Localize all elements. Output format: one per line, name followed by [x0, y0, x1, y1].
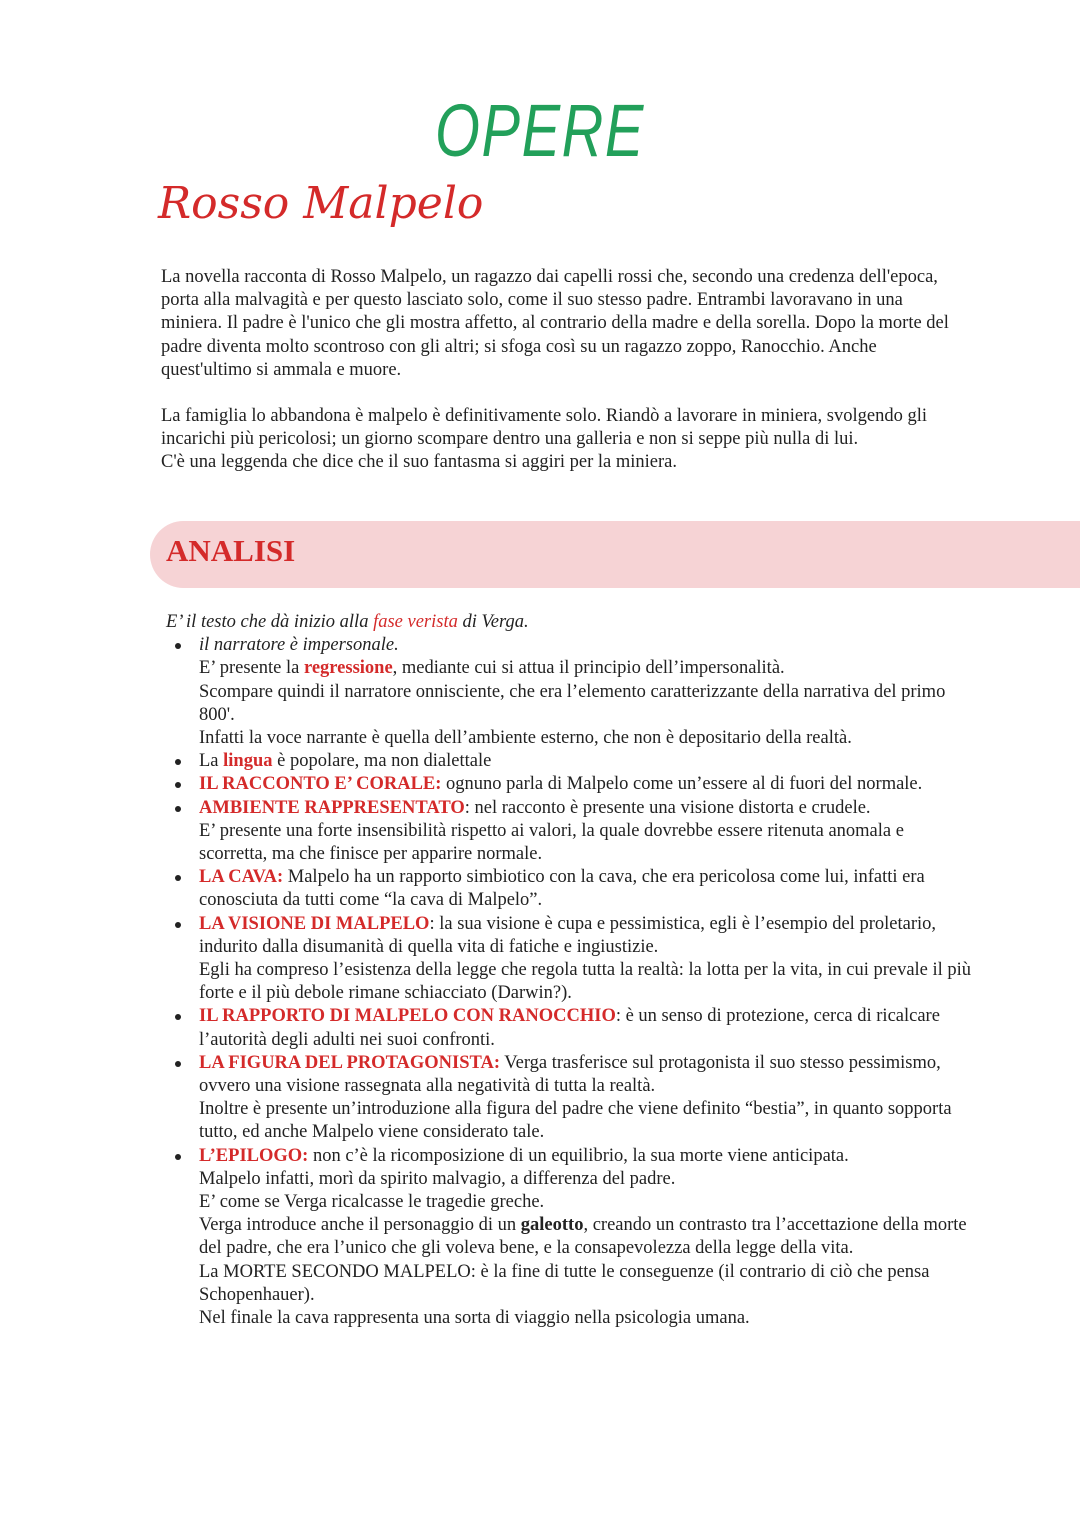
- item-line: E’ presente una forte insensibilità rispetto ai valori, la quale dovrebbe essere ritenuta anomala e scorretta, ma che finisce per apparire normale.: [199, 820, 904, 865]
- item-label: LA VISIONE DI MALPELO: [199, 913, 430, 934]
- item-line: La MORTE SECONDO MALPELO: è la fine di tutte le conseguenze (il contrario di ciò che pensa Schopenhauer).: [199, 1261, 930, 1305]
- item-line: [199, 913, 976, 959]
- page-title: OPERE: [435, 89, 645, 172]
- intro-line: La famiglia lo abbandona è malpelo è definitivamente solo. Riandò a lavorare in miniera, svolgendo gli incarichi più pericolosi; un giorno scompare dentro una galleria e non si seppe più nulla di lui.: [161, 406, 927, 450]
- intro-paragraph: [161, 405, 961, 475]
- item-label: IL RAPPORTO DI MALPELO CON RANOCCHIO: [199, 1006, 616, 1027]
- item-text: ognuno parla di Malpelo come un’essere al di fuori del normale.: [441, 774, 923, 795]
- item-line: [199, 1145, 976, 1168]
- item-label: L’EPILOGO:: [199, 1145, 309, 1166]
- item-line: E’ come se Verga ricalcasse le tragedie greche.: [199, 1192, 545, 1213]
- list-item: [199, 773, 976, 796]
- item-title: il narratore è impersonale.: [199, 635, 399, 656]
- item-text: : è un senso di protezione, cerca di ricalcare l’autorità degli adulti nei suoi confronti.: [199, 1006, 940, 1050]
- item-text: Malpelo ha un rapporto simbiotico con la cava, che era pericolosa come lui, infatti era conosciuta da tutti come “la cava di Malpelo”.: [199, 867, 925, 911]
- item-line: Nel finale la cava rappresenta una sorta di viaggio nella psicologia umana.: [199, 1308, 750, 1329]
- analysis-section: [166, 611, 976, 1330]
- item-text: è popolare, ma non dialettale: [272, 751, 492, 772]
- item-line: [199, 797, 976, 820]
- work-title: Rosso Malpelo: [158, 178, 484, 229]
- intro-paragraph: La novella racconta di Rosso Malpelo, un ragazzo dai capelli rossi che, secondo una credenza dell'epoca, porta alla malvagità e per questo lasciato solo, come il suo stesso padre. Entrambi lavoravano in una miniera. Il padre è l'unico che gli mostra affetto, al contrario della madre e della sorella. Dopo la morte del padre diventa molto scontroso con gli altri; si sfoga così su un ragazzo zoppo, Ranocchio. Anche quest'ultimo si ammala e muore.: [161, 267, 949, 380]
- item-label: LA FIGURA DEL PROTAGONISTA:: [199, 1052, 501, 1073]
- item-text: Verga trasferisce sul protagonista il suo stesso pessimismo, ovvero una visione rassegnata alla negatività di tutta la realtà.: [199, 1052, 941, 1097]
- item-text: Verga introduce anche il personaggio di un: [199, 1215, 521, 1236]
- item-text: non c’è la ricomposizione di un equilibrio, la sua morte viene anticipata.: [308, 1145, 849, 1166]
- item-line: [199, 657, 976, 680]
- lead-text: di Verga.: [457, 612, 529, 632]
- intro-section: [161, 266, 961, 498]
- item-text: E’ presente la: [199, 658, 304, 679]
- item-highlight: lingua: [223, 751, 273, 772]
- item-text: La: [199, 751, 224, 772]
- analysis-lead: [166, 611, 976, 634]
- list-item: [199, 913, 976, 1006]
- list-item: [199, 634, 976, 750]
- analysis-list: [166, 634, 976, 1330]
- list-item: [199, 1005, 976, 1051]
- lead-text: E’ il testo che dà inizio alla: [166, 612, 374, 632]
- item-line: [199, 1052, 976, 1098]
- item-line: Egli ha compreso l’esistenza della legge che regola tutta la realtà: la lotta per la vita, in cui prevale il più forte e il più debole rimane schiacciato (Darwin?).: [199, 960, 972, 1004]
- list-item: [199, 1145, 976, 1331]
- item-text: , creando un contrasto tra l’accettazione della morte del padre, che era l’unico che gli voleva bene, e la consapevolezza della legge della vita.: [199, 1215, 967, 1259]
- list-item: [199, 1052, 976, 1145]
- item-label: AMBIENTE RAPPRESENTATO: [199, 797, 465, 818]
- lead-highlight: fase verista: [373, 612, 458, 632]
- item-bold: galeotto: [520, 1215, 584, 1236]
- item-line: Inoltre è presente un’introduzione alla figura del padre che viene definito “bestia”, in quanto sopporta tutto, ed anche Malpelo viene considerato tale.: [199, 1099, 952, 1143]
- list-item: [199, 797, 976, 867]
- item-line: Scompare quindi il narratore onnisciente, che era l’elemento caratterizzante della narrativa del primo 800'.: [199, 681, 946, 725]
- item-text: , mediante cui si attua il principio dell’impersonalità.: [392, 658, 785, 679]
- item-label: LA CAVA:: [199, 867, 284, 888]
- item-label: IL RACCONTO E’ CORALE:: [199, 774, 442, 795]
- item-highlight: regressione: [303, 658, 393, 679]
- intro-line: C'è una leggenda che dice che il suo fantasma si aggiri per la miniera.: [161, 452, 677, 473]
- item-line: Infatti la voce narrante è quella dell’ambiente esterno, che non è depositario della realtà.: [199, 728, 852, 749]
- list-item: [199, 750, 976, 773]
- list-item: [199, 866, 976, 912]
- item-line: Malpelo infatti, morì da spirito malvagio, a differenza del padre.: [199, 1168, 676, 1189]
- item-line: [199, 1214, 976, 1260]
- section-heading: ANALISI: [166, 533, 296, 568]
- item-text: : nel racconto è presente una visione distorta e crudele.: [464, 797, 871, 818]
- item-text: : la sua visione è cupa e pessimistica, egli è l’esempio del proletario, indurito dalla disumanità di quella vita di fatiche e ingiustizie.: [199, 913, 936, 957]
